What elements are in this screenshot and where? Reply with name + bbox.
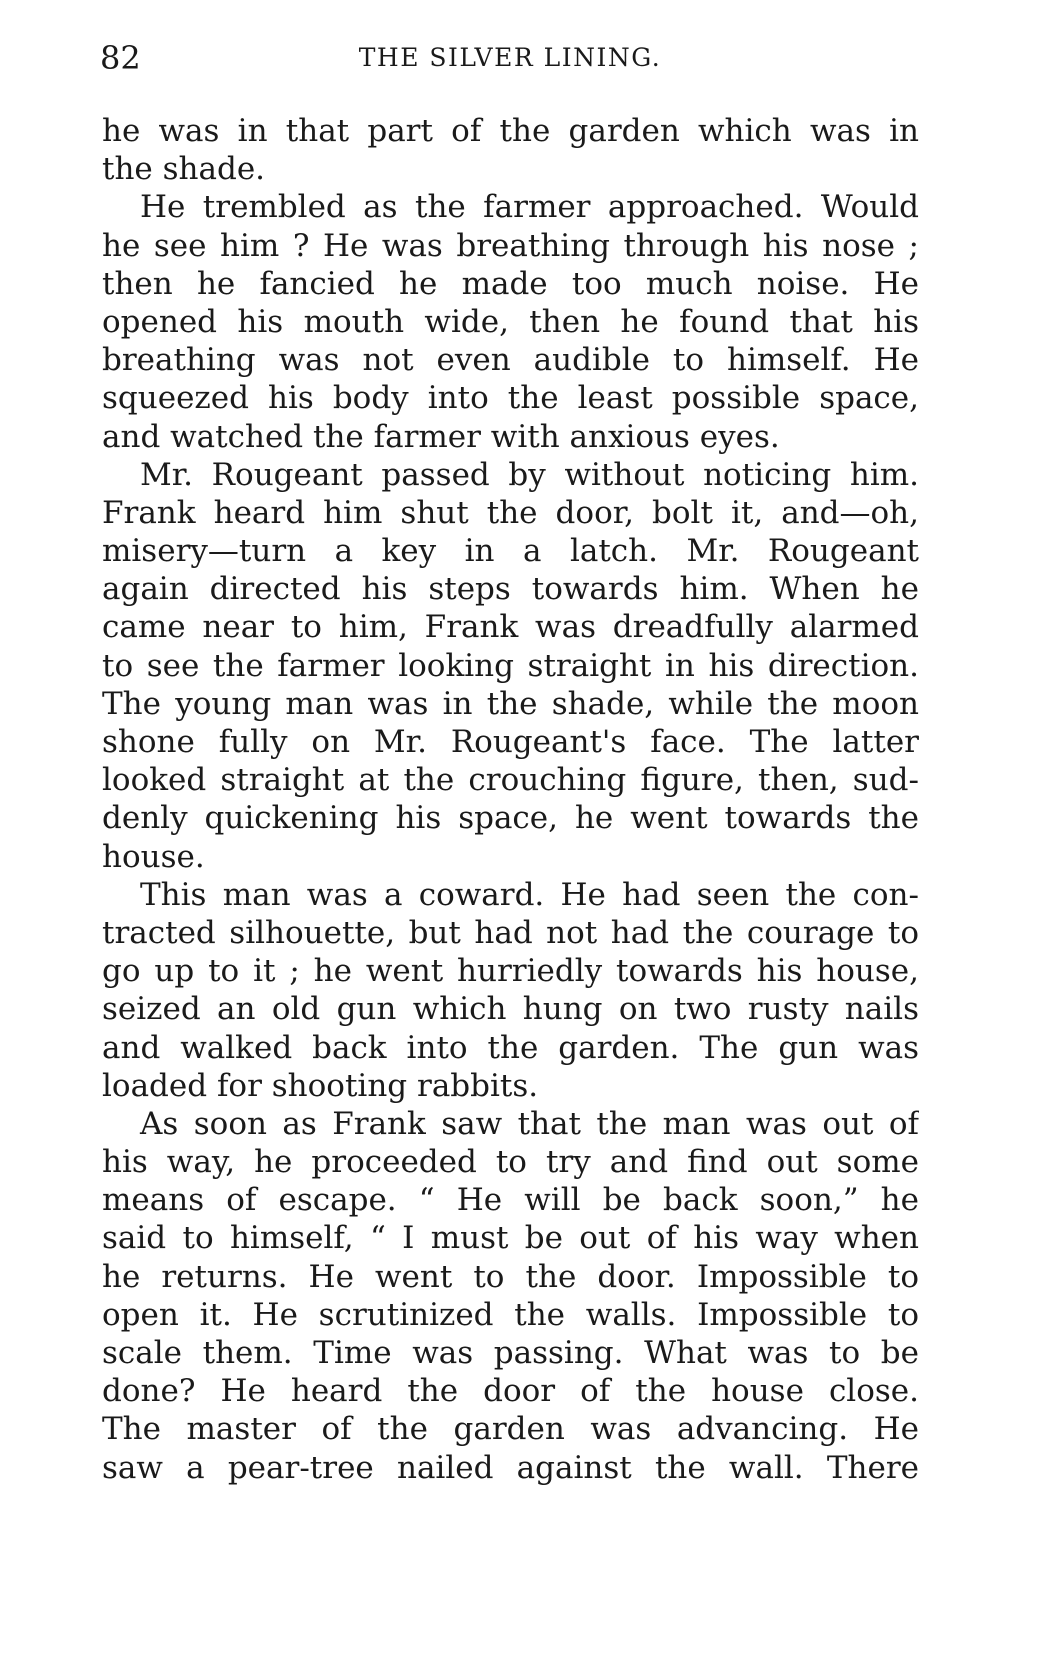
text-line: the shade. (102, 151, 266, 188)
text-line: denly quickening his space, he went towards the (102, 800, 919, 837)
text-line: The master of the garden was advancing. He (102, 1411, 919, 1448)
text-line: breathing was not even audible to himself. He (102, 342, 919, 379)
text-line: opened his mouth wide, then he found that his (102, 303, 919, 340)
text-line: loaded for shooting rabbits. (102, 1067, 539, 1104)
text-line: he was in that part of the garden which was in (102, 113, 919, 149)
text-line: Frank heard him shut the door, bolt it, and—oh, (102, 494, 919, 531)
text-line: he returns. He went to the door. Impossible to (102, 1258, 919, 1295)
text-line: scale them. Time was passing. What was to be (102, 1335, 919, 1371)
text-line: he see him ? He was breathing through his nose ; (102, 227, 919, 264)
text-line: again directed his steps towards him. When he (102, 571, 919, 608)
text-line: done? He heard the door of the house close. (102, 1373, 919, 1410)
text-line: go up to it ; he went hurriedly towards his house, (102, 953, 919, 990)
text-line: and walked back into the garden. The gun was (102, 1029, 919, 1066)
text-line: then he fancied he made too much noise. He (102, 265, 919, 302)
body-text (102, 112, 919, 1487)
text-line: As soon as Frank saw that the man was out of (140, 1105, 919, 1142)
text-line: house. (102, 838, 205, 875)
text-line: shone fully on Mr. Rougeant's face. The latter (102, 724, 919, 760)
text-line: to see the farmer looking straight in his direction. (102, 647, 919, 684)
text-line: said to himself, “ I must be out of his way when (102, 1220, 919, 1257)
text-line: seized an old gun which hung on two rusty nails (102, 991, 919, 1028)
running-head (100, 38, 920, 78)
text-line: means of escape. “ He will be back soon,” he (102, 1182, 919, 1219)
text-line: Mr. Rougeant passed by without noticing him. (140, 456, 919, 493)
text-line: He trembled as the farmer approached. Would (140, 189, 919, 226)
text-line: squeezed his body into the least possible space, (102, 380, 919, 417)
text-line: and watched the farmer with anxious eyes. (102, 418, 780, 455)
text-line: open it. He scrutinized the walls. Impossible to (102, 1296, 919, 1333)
page-number: 82 (100, 39, 141, 77)
text-line: looked straight at the crouching figure, then, sud- (102, 762, 919, 799)
text-line: saw a pear-tree nailed against the wall. There (102, 1449, 919, 1486)
text-line: came near to him, Frank was dreadfully alarmed (102, 609, 919, 646)
text-line: his way, he proceeded to try and find out some (102, 1144, 919, 1181)
text-line: The young man was in the shade, while the moon (102, 685, 919, 722)
text-line: This man was a coward. He had seen the con- (140, 876, 919, 913)
text-line: tracted silhouette, but had not had the courage to (102, 914, 919, 951)
text-line: misery—turn a key in a latch. Mr. Rougeant (102, 533, 919, 570)
running-title: THE SILVER LINING. (358, 43, 662, 72)
